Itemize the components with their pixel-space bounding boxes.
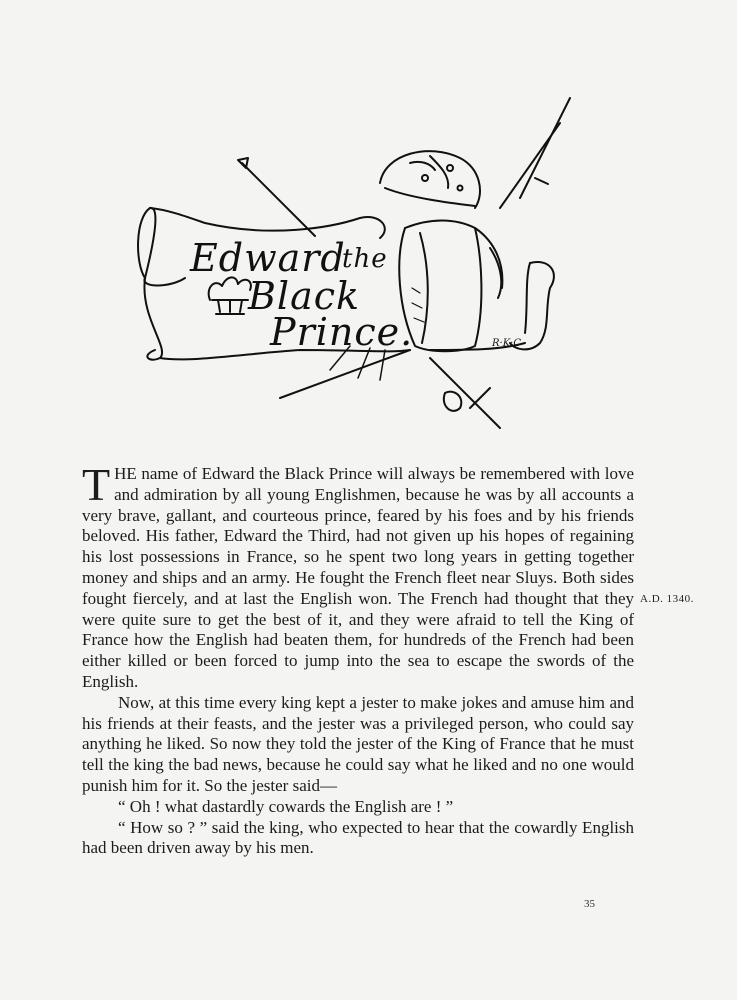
paragraph-2: Now, at this time every king kept a jester to make jokes and amuse him and his friends at their feasts, and the jester was a privileged person, who could say anything he liked. So now they told the jester of the King of France that he must tell the king the bad news, because he could say what he liked and no one would punish him for it. So the jester said— xyxy=(82,692,634,795)
paragraph-1 xyxy=(82,459,634,693)
page-number: 35 xyxy=(584,898,595,910)
title-illustration xyxy=(130,88,580,438)
title-word-prince: Prince. xyxy=(270,310,414,354)
drop-cap: T xyxy=(82,459,111,510)
quote-king: “ How so ? ” said the king, who expected to hear that the cowardly English had been driven away by his men. xyxy=(82,817,634,858)
paragraph-1-text: HE name of Edward the Black Prince will always be remembered with love and admiration by all young Englishmen, because he was by all accounts a very brave, gallant, and courteous prince, feared by his foes and by his friends beloved. His father, Edward the Third, had not given up his hopes of regaining his lost possessions in France, so he spent two long years in getting together money and ships and an army. He fought the French fleet near Sluys. Both sides fought fiercely, and at last the English won. The French had thought that they were quite sure to get the best of it, and they were afraid to tell the King of France how the English had beaten them, for hundreds of the French had been either killed or been forced to jump into the sea to escape the swords of the English. xyxy=(82,464,634,691)
title-word-the: the xyxy=(342,244,388,274)
chapter-body xyxy=(82,459,634,859)
title-word-black: Black xyxy=(248,274,361,318)
margin-date-note: A.D. 1340. xyxy=(640,593,694,605)
quote-jester: “ Oh ! what dastardly cowards the English are ! ” xyxy=(118,796,454,816)
illustrator-initials: R·K·C xyxy=(492,338,522,349)
title-word-edward: Edward xyxy=(190,236,346,280)
